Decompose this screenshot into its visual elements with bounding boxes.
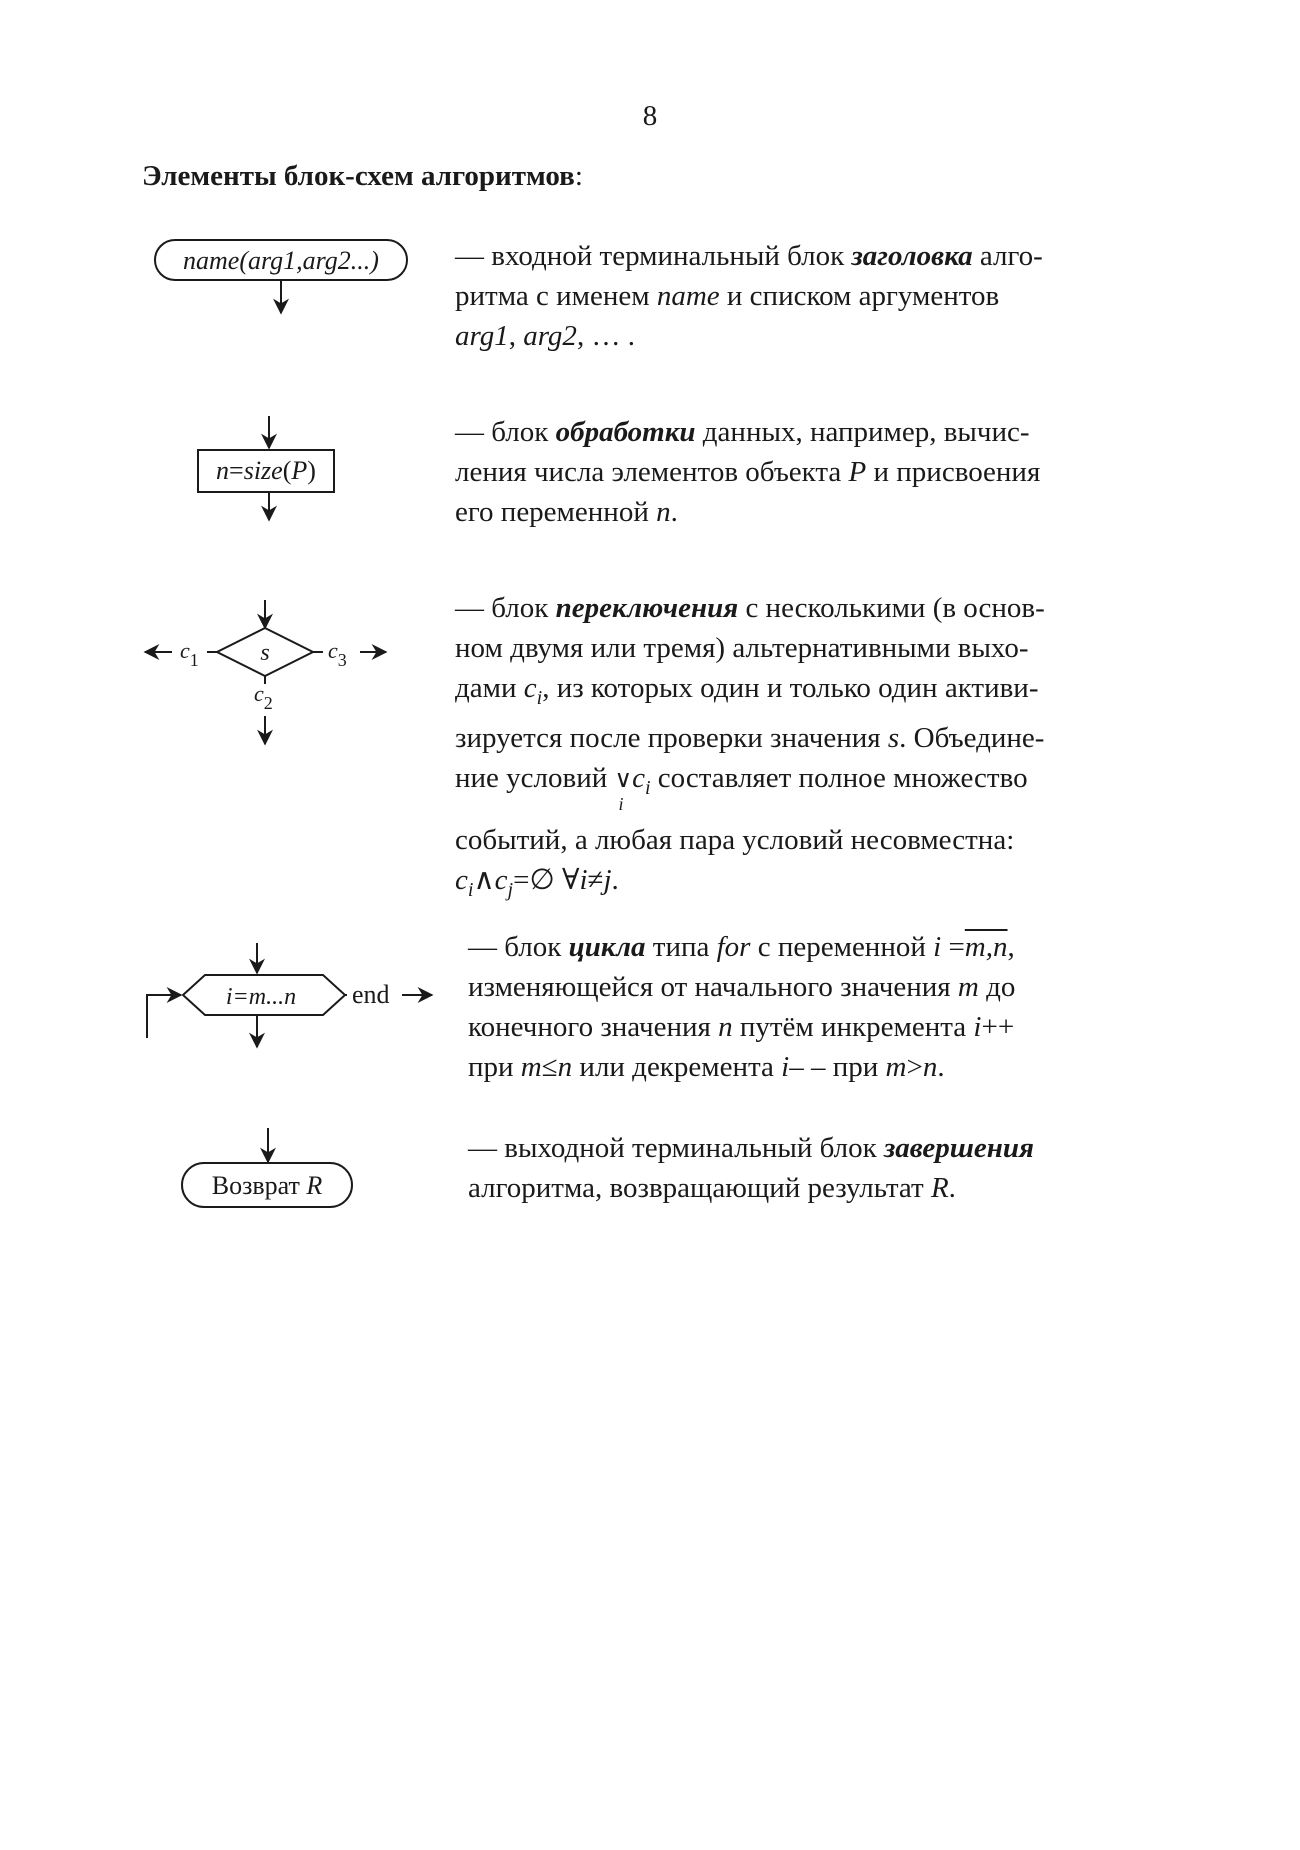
text-run: n: [718, 1011, 733, 1043]
text-run: P: [848, 456, 867, 488]
description-line: [455, 668, 1160, 718]
description-line: [455, 820, 1160, 860]
text-run: дами: [455, 672, 524, 704]
text-run: =: [941, 931, 965, 963]
text-run: алгоритма, возвращающий результат: [468, 1172, 931, 1204]
text-run: – – при: [789, 1051, 886, 1083]
text-run: или декремента: [572, 1051, 782, 1083]
output-c3-label: $c_3$: [328, 638, 347, 670]
text-run: ∧: [473, 863, 495, 896]
union-operator: ∨: [614, 766, 633, 793]
switch-block-label: s: [260, 640, 270, 666]
loop-return-arrow: [147, 995, 181, 1038]
text-run: ,: [1007, 931, 1015, 963]
text-run: зируется после проверки значения: [455, 721, 888, 754]
description-line: [455, 718, 1160, 758]
switch-block: [145, 600, 386, 744]
text-run: n: [656, 496, 671, 528]
text-run: ++: [981, 1011, 1015, 1043]
text-run: составляет полное множество: [650, 761, 1028, 794]
description-line: [455, 316, 1160, 356]
text-run: [614, 760, 633, 814]
description-line: [455, 492, 1160, 532]
text-run: i: [933, 931, 942, 963]
output-c1-label: $c_1$: [180, 638, 199, 670]
text-run: i: [781, 1051, 790, 1083]
text-run: j: [603, 863, 612, 896]
text-run: до: [978, 971, 1016, 1003]
text-run: m: [957, 971, 979, 1003]
text-run: алго-: [972, 240, 1043, 272]
text-run: данных, например, вычис-: [695, 416, 1030, 448]
description-line: [455, 452, 1160, 492]
text-run: типа: [645, 931, 717, 963]
description-line: [468, 1128, 1160, 1168]
text-run: =∅ ∀: [513, 863, 580, 896]
header-block-description: [455, 236, 1160, 356]
text-run: i: [973, 1011, 982, 1043]
text-run: переключения: [555, 592, 739, 624]
switch-block-description: [455, 588, 1160, 909]
text-run: ном двумя или тремя) альтернативными выхо-: [455, 632, 1029, 664]
header-block-label: name(arg1,arg2...): [183, 246, 379, 275]
text-run: , … .: [576, 320, 635, 352]
text-run: — входной терминальный блок: [455, 240, 852, 272]
text-run: — блок: [455, 592, 556, 624]
header-terminal-block: [155, 240, 407, 313]
process-block-label: n=size(P): [216, 456, 316, 485]
text-run: конечного значения: [468, 1011, 719, 1043]
text-run: m: [520, 1051, 542, 1083]
description-line: [468, 1047, 1160, 1087]
text-run: и списком аргументов: [719, 280, 1000, 312]
return-block-description: [468, 1128, 1160, 1208]
text-run: s: [887, 721, 900, 754]
text-run: ритма с именем: [455, 280, 657, 312]
text-run: m,n: [964, 931, 1008, 963]
text-run: с переменной: [750, 931, 934, 963]
text-run: ,: [508, 320, 524, 352]
text-run: i: [579, 863, 588, 896]
text-run: for: [716, 931, 751, 963]
return-terminal-block: [182, 1128, 352, 1207]
output-c2-label: $c_2$: [254, 681, 273, 713]
text-run: name: [656, 280, 720, 312]
description-line: [455, 412, 1160, 452]
description-line: [468, 967, 1160, 1007]
text-run: c: [455, 863, 468, 896]
text-run: при: [468, 1051, 521, 1083]
description-line: [468, 927, 1160, 967]
text-run: .: [611, 863, 619, 896]
text-run: ≠: [587, 863, 604, 896]
text-run: и присвоения: [866, 456, 1041, 488]
text-run: событий, а любая пара условий несовместна:: [455, 823, 1015, 856]
text-run: ≤: [541, 1051, 558, 1083]
text-run: ние условий: [455, 761, 615, 794]
text-run: i: [644, 776, 651, 799]
text-run: — блок: [455, 416, 556, 448]
text-run: , из которых один и только один активи-: [542, 672, 1039, 704]
text-run: i: [536, 686, 543, 709]
text-run: m: [885, 1051, 907, 1083]
text-run: завершения: [883, 1132, 1034, 1164]
loop-end-label: end: [352, 980, 390, 1009]
text-run: заголовка: [851, 240, 973, 272]
text-run: c: [632, 761, 645, 794]
text-run: .: [937, 1051, 945, 1083]
text-run: c: [494, 863, 508, 896]
text-run: . Объедине-: [899, 721, 1045, 754]
loop-block-description: [468, 927, 1160, 1087]
process-block-description: [455, 412, 1160, 532]
text-run: n: [922, 1051, 938, 1083]
page-heading: Элементы блок-схем алгоритмов:: [142, 160, 583, 192]
text-run: n: [557, 1051, 573, 1083]
process-block: [198, 416, 334, 520]
text-run: R: [930, 1172, 949, 1204]
text-run: ления числа элементов объекта: [455, 456, 849, 488]
text-run: arg1: [455, 320, 509, 352]
text-run: обработки: [555, 416, 696, 448]
page-number: 8: [642, 100, 658, 132]
text-run: с несколькими (в основ-: [738, 592, 1045, 624]
text-run: .: [948, 1172, 956, 1204]
text-run: j: [507, 878, 514, 901]
text-run: .: [670, 496, 678, 528]
description-line: [455, 758, 1160, 814]
description-line: [455, 236, 1160, 276]
text-run: — блок: [468, 931, 569, 963]
description-line: [455, 860, 1160, 910]
text-run: c: [523, 672, 537, 704]
description-line: [455, 588, 1160, 628]
description-line: [455, 276, 1160, 316]
text-run: >: [906, 1051, 923, 1083]
text-run: — выходной терминальный блок: [468, 1132, 884, 1164]
loop-block-label: i=m...n: [225, 984, 297, 1010]
description-line: [455, 628, 1160, 668]
text-run: изменяющейся от начального значения: [468, 971, 958, 1003]
text-run: путём инкремента: [732, 1011, 974, 1043]
union-index: i: [618, 793, 624, 814]
description-line: [468, 1168, 1160, 1208]
return-block-label: Возврат R: [211, 1171, 323, 1200]
text-run: arg2: [523, 320, 577, 352]
loop-block: [147, 943, 432, 1047]
text-run: i: [467, 878, 474, 901]
text-run: его переменной: [455, 496, 657, 528]
description-line: [468, 1007, 1160, 1047]
text-run: цикла: [568, 931, 646, 963]
